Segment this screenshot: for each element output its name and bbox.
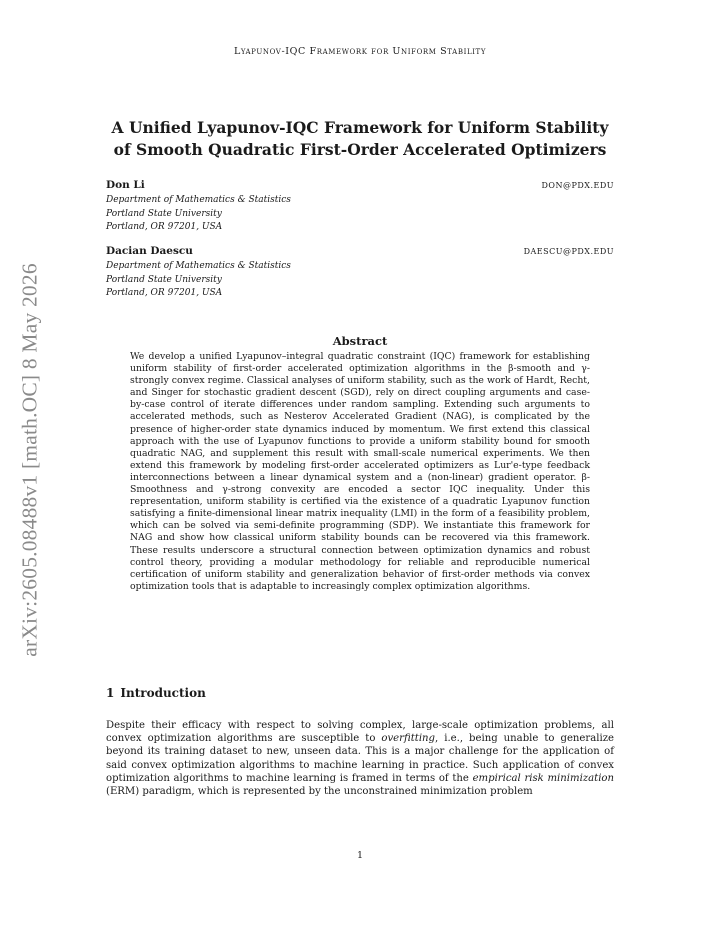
running-head: Lyapunov-IQC Framework for Uniform Stability	[233, 46, 487, 57]
section-number: 1	[106, 686, 115, 700]
author-block-2	[106, 245, 614, 301]
author-block-1	[106, 179, 614, 235]
page-number: 1	[356, 850, 364, 861]
author-affiliation-address: Portland, OR 97201, USA	[106, 222, 223, 232]
arxiv-stamp-text: arXiv:2605.08488v1 [math.OC] 8 May 2026	[17, 263, 42, 657]
abstract-heading: Abstract	[332, 334, 388, 348]
intro-text-3: (ERM) paradigm, which is represented by the unconstrained minimization problem	[106, 786, 533, 798]
section-title: Introduction	[120, 686, 206, 700]
author-name: Don Li	[106, 179, 145, 191]
abstract-body: We develop a unified Lyapunov–integral quadratic constraint (IQC) framework for establishing uniform stability of first-order accelerated optimization algorithms in the β-smooth and γ-strongly convex regime. Classical analyses of uniform stability, such as the work of Hardt, Recht, and Singer for stochastic gradient descent (SGD), rely on direct coupling arguments and case-by-case control of iterate differences under random sampling. Extending such arguments to accelerated methods, such as Nesterov Accelerated Gradient (NAG), is complicated by the presence of higher-order state dynamics induced by momentum. We first extend this classical approach with the use of Lyapunov functions to provide a uniform stability bound for smooth quadratic NAG, and supplement this result with small-scale numerical experiments. We then extend this framework by modeling first-order accelerated optimizers as Lur'e-type feedback interconnections between a linear dynamical system and a (non-linear) gradient operator. β-Smoothness and γ-strong convexity are encoded a sector IQC inequality. Under this representation, uniform stability is certified via the existence of a quadratic Lyapunov function satisfying a finite-dimensional linear matrix inequality (LMI) in the form of a feasibility problem, which can be solved via semi-definite programming (SDP). We instantiate this framework for NAG and show how classical uniform stability bounds can be recovered via this framework. These results underscore a structural connection between optimization dynamics and robust control theory, providing a modular methodology for reliable and reproducible numerical certification of uniform stability and generalization behavior of first-order methods via convex optimization tools that is adaptable to increasingly complex optimization algorithms.	[130, 351, 590, 592]
intro-text-2: , i.e., being unable to generalize beyond its training dataset to new, unseen data. This is a major challenge for the application of said convex optimization algorithms to machine learning in practice. Such application of convex optimization algorithms to machine learning is framed in terms of the	[106, 733, 614, 784]
intro-text-1: Despite their efficacy with respect to solving complex, large-scale optimization problems, all convex optimization algorithms are susceptible to	[106, 720, 614, 745]
paper-title	[90, 117, 630, 161]
author-affiliation-univ: Portland State University	[106, 274, 222, 285]
intro-emphasis-overfitting: overfitting	[381, 733, 436, 745]
title-line-2: of Smooth Quadratic First-Order Accelerated Optimizers	[113, 140, 607, 159]
author-affiliation-dept: Department of Mathematics & Statistics	[106, 261, 291, 271]
title-line-1: A Unified Lyapunov-IQC Framework for Uniform Stability	[111, 118, 609, 137]
author-email[interactable]: DAESCU@PDX.EDU	[523, 247, 614, 256]
intro-emphasis-erm: empirical risk minimization	[472, 772, 615, 784]
arxiv-stamp	[8, 250, 48, 670]
section-heading-introduction	[106, 686, 206, 700]
author-email[interactable]: DON@PDX.EDU	[541, 181, 614, 190]
author-affiliation-address: Portland, OR 97201, USA	[106, 288, 223, 298]
intro-paragraph	[106, 719, 614, 798]
author-affiliation-univ: Portland State University	[106, 208, 222, 219]
author-name: Dacian Daescu	[106, 245, 193, 257]
author-affiliation-dept: Department of Mathematics & Statistics	[106, 195, 291, 205]
